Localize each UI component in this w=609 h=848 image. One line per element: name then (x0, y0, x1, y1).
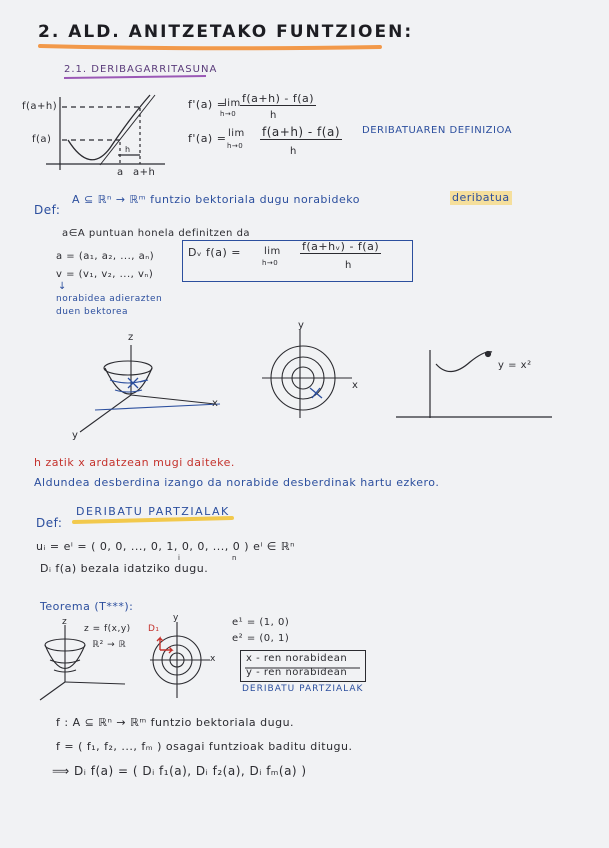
formula-1-num: f(a+h) - f(a) (242, 92, 315, 105)
def-2-text: Dᵢ f(a) bezala idatziko dugu. (40, 562, 209, 575)
box-den: h (345, 260, 352, 271)
curve-label: y = x² (498, 360, 532, 371)
formula-1-den: h (270, 110, 277, 121)
formula-2-sub: h→0 (227, 142, 244, 150)
teorema-e2: e² = (0, 1) (232, 633, 290, 644)
blue-note: Aldundea desberdina izango da norabide desberdinak hartu ezkero. (34, 476, 440, 489)
page-title: 2. ALD. ANITZETAKO FUNTZIOEN: (38, 22, 414, 42)
teorema-surface (40, 625, 125, 700)
title-underline (40, 46, 380, 48)
vector-a: a = (a₁, a₂, ..., aₙ) (56, 251, 155, 262)
formula-1-lim: lim (224, 98, 241, 109)
formula-2-num: f(a+h) - f(a) (262, 125, 341, 139)
vector-v: v = (v₁, v₂, ..., vₙ) (56, 269, 154, 280)
box-sub: h→0 (262, 259, 279, 267)
contour-figure (262, 330, 352, 418)
box-num: f(a+hᵥ) - f(a) (302, 240, 380, 253)
formula-2-lim: lim (228, 128, 245, 139)
teorema-contour-y: y (173, 613, 179, 623)
bottom-line-3: ⟹ Dᵢ f(a) = ( Dᵢ f₁(a), Dᵢ f₂(a), Dᵢ fₘ(a) ) (52, 764, 307, 778)
note-2: duen bektorea (56, 307, 129, 317)
teorema-d1: D₁ (148, 624, 160, 634)
arrow-down: ↓ (58, 281, 67, 292)
teorema-surface-label: z = f(x,y) (84, 624, 131, 634)
unit-vector-sub-n: n (232, 554, 237, 562)
formula-1-lhs: f'(a) = (188, 98, 227, 111)
def-1-label: Def: (34, 203, 61, 217)
def-2-label: Def: (36, 516, 63, 530)
label-a-h: a+h (133, 167, 156, 178)
unit-vector-formula: uᵢ = eⁱ = ( 0, 0, ..., 0, 1, 0, 0, ..., 0 ) eⁱ ∈ ℝⁿ (36, 540, 295, 553)
formula-2-lhs: f'(a) = (188, 132, 227, 145)
formula-1-sub: h→0 (220, 110, 237, 118)
def-1-line-2: a∈A puntuan honela definitzen da (62, 228, 251, 239)
bottom-line-2: f = ( f₁, f₂, ..., fₘ ) osagai funtzioak baditu ditugu. (56, 740, 353, 753)
section-underline (64, 76, 206, 78)
label-h: h (125, 145, 131, 154)
def2-underline (74, 518, 232, 522)
label-f-a: f(a) (32, 134, 52, 145)
label-f-a-h: f(a+h) (22, 101, 58, 112)
unit-vector-sub-i: i (178, 554, 181, 562)
bottom-line-1: f : A ⊆ ℝⁿ → ℝᵐ funtzio bektoriala dugu. (56, 716, 295, 729)
derivative-graph (46, 95, 165, 170)
teorema-surface-z: z (62, 617, 68, 627)
teorema-box-caption: DERIBATU PARTZIALAK (242, 684, 364, 694)
contour-x-label: x (352, 380, 359, 391)
contour-y-label: y (298, 320, 305, 331)
label-a: a (117, 167, 124, 178)
teorema-box-1: x - ren norabidean (246, 653, 348, 664)
teorema-map: ℝ² → ℝ (92, 640, 127, 650)
def-2-heading: DERIBATU PARTZIALAK (76, 505, 230, 518)
definition-label: DERIBATUAREN DEFINIZIOA (362, 125, 513, 136)
formula-2-den: h (290, 146, 297, 157)
teorema-box-2: y - ren norabidean (246, 667, 348, 678)
teorema-contour-x: x (210, 654, 216, 664)
teorema-label: Teorema (T***): (40, 600, 134, 613)
box-lhs: Dᵥ f(a) = (188, 246, 241, 259)
paraboloid-x-label: x (212, 398, 219, 409)
note-1: norabidea adierazten (56, 294, 163, 304)
section-heading: 2.1. DERIBAGARRITASUNA (64, 64, 218, 75)
paraboloid-y-label: y (72, 430, 79, 441)
teorema-e1: e¹ = (1, 0) (232, 617, 290, 628)
def-1-highlight: deribatua (452, 191, 510, 204)
paraboloid-figure (80, 345, 220, 432)
box-lim: lim (264, 246, 281, 257)
red-note: h zatik x ardatzean mugi daiteke. (34, 456, 235, 469)
def-1-line: A ⊆ ℝⁿ → ℝᵐ funtzio bektoriala dugu norabideko (72, 193, 360, 206)
paraboloid-z-label: z (128, 332, 134, 343)
